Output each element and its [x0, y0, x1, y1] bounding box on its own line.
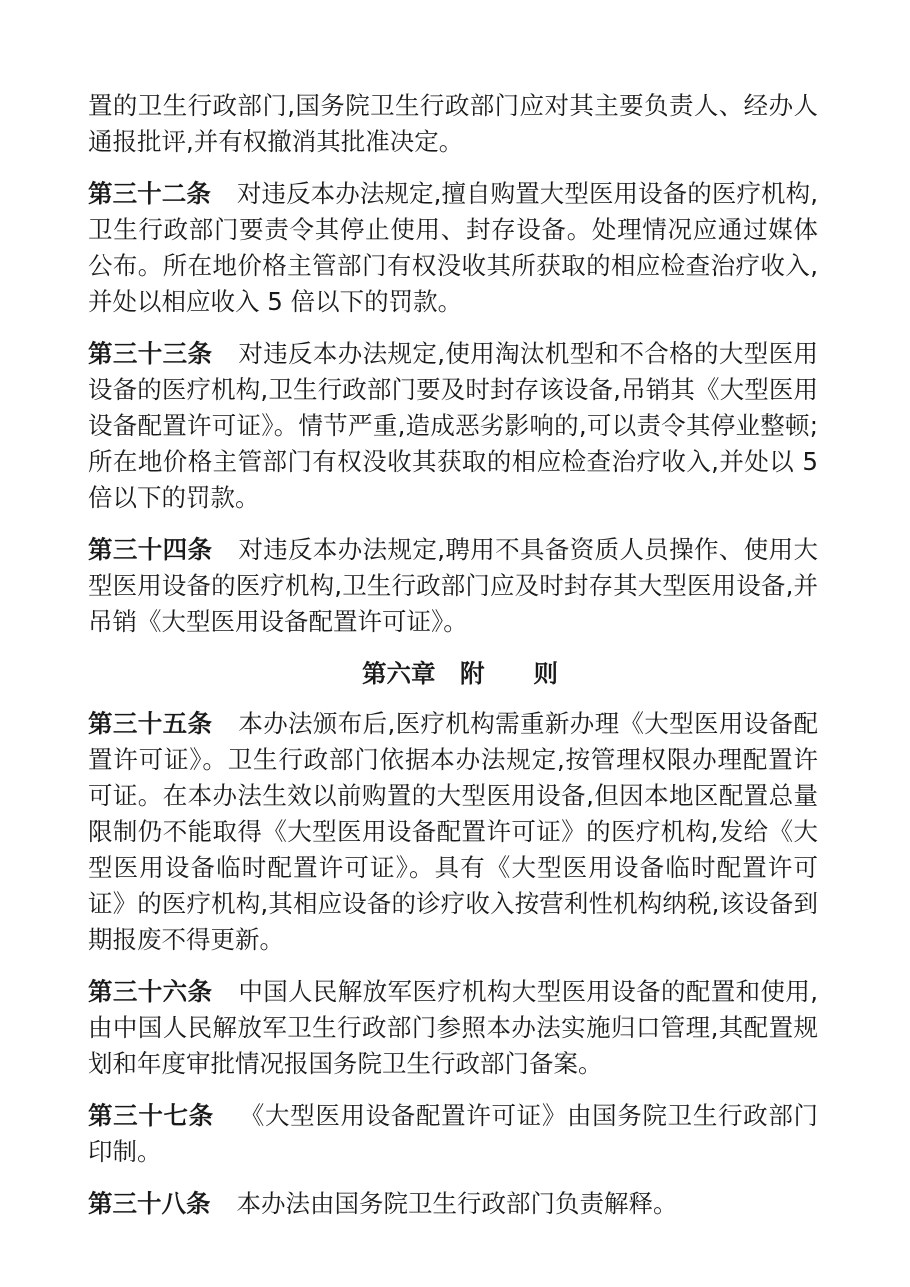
- article-text: 对违反本办法规定,擅自购置大型医用设备的医疗机构,卫生行政部门要责令其停止使用、封存设备。处理情况应通过媒体公布。所在地价格主管部门有权没收其所获取的相应检查治疗收入,并处以相应收入 5 倍以下的罚款。: [88, 179, 818, 316]
- article-text: 本办法颁布后,医疗机构需重新办理《大型医用设备配置许可证》。卫生行政部门依据本办法规定,按管理权限办理配置许可证。在本办法生效以前购置的大型医用设备,但因本地区配置总量限制仍不能取得《大型医用设备配置许可证》的医疗机构,发给《大型医用设备临时配置许可证》。具有《大型医用设备临时配置许可证》的医疗机构,其相应设备的诊疗收入按营利性机构纳税,该设备到期报废不得更新。: [88, 709, 818, 954]
- paragraph-continuation: [88, 88, 818, 160]
- article-text: 中国人民解放军医疗机构大型医用设备的配置和使用,由中国人民解放军卫生行政部门参照本办法实施归口管理,其配置规划和年度审批情况报国务院卫生行政部门备案。: [88, 977, 818, 1078]
- article-number: 第三十八条: [88, 1189, 211, 1218]
- article-36: [88, 974, 818, 1082]
- article-35: [88, 706, 818, 958]
- article-number: 第三十三条: [88, 339, 213, 368]
- article-number: 第三十五条: [88, 709, 213, 738]
- article-number: 第三十四条: [88, 535, 213, 564]
- article-text: 本办法由国务院卫生行政部门负责解释。: [236, 1189, 678, 1218]
- article-text: 对违反本办法规定,使用淘汰机型和不合格的大型医用设备的医疗机构,卫生行政部门要及时封存该设备,吊销其《大型医用设备配置许可证》。情节严重,造成恶劣影响的,可以责令其停业整顿;所在地价格主管部门有权没收其获取的相应检查治疗收入,并处以 5 倍以下的罚款。: [88, 339, 818, 512]
- article-text: 《大型医用设备配置许可证》由国务院卫生行政部门印制。: [88, 1101, 819, 1166]
- article-37: [88, 1098, 818, 1170]
- article-text: 对违反本办法规定,聘用不具备资质人员操作、使用大型医用设备的医疗机构,卫生行政部门应及时封存其大型医用设备,并吊销《大型医用设备配置许可证》。: [88, 535, 818, 636]
- chapter-heading: 第六章 附 则: [362, 659, 558, 688]
- article-38: [88, 1186, 818, 1222]
- document-page: [88, 88, 818, 1238]
- article-32: [88, 176, 818, 320]
- article-number: 第三十七条: [88, 1101, 214, 1130]
- article-33: [88, 336, 818, 516]
- paragraph-text: 置的卫生行政部门,国务院卫生行政部门应对其主要负责人、经办人通报批评,并有权撤消其批准决定。: [88, 91, 818, 156]
- article-number: 第三十六条: [88, 977, 213, 1006]
- article-34: [88, 532, 818, 640]
- article-number: 第三十二条: [88, 179, 211, 208]
